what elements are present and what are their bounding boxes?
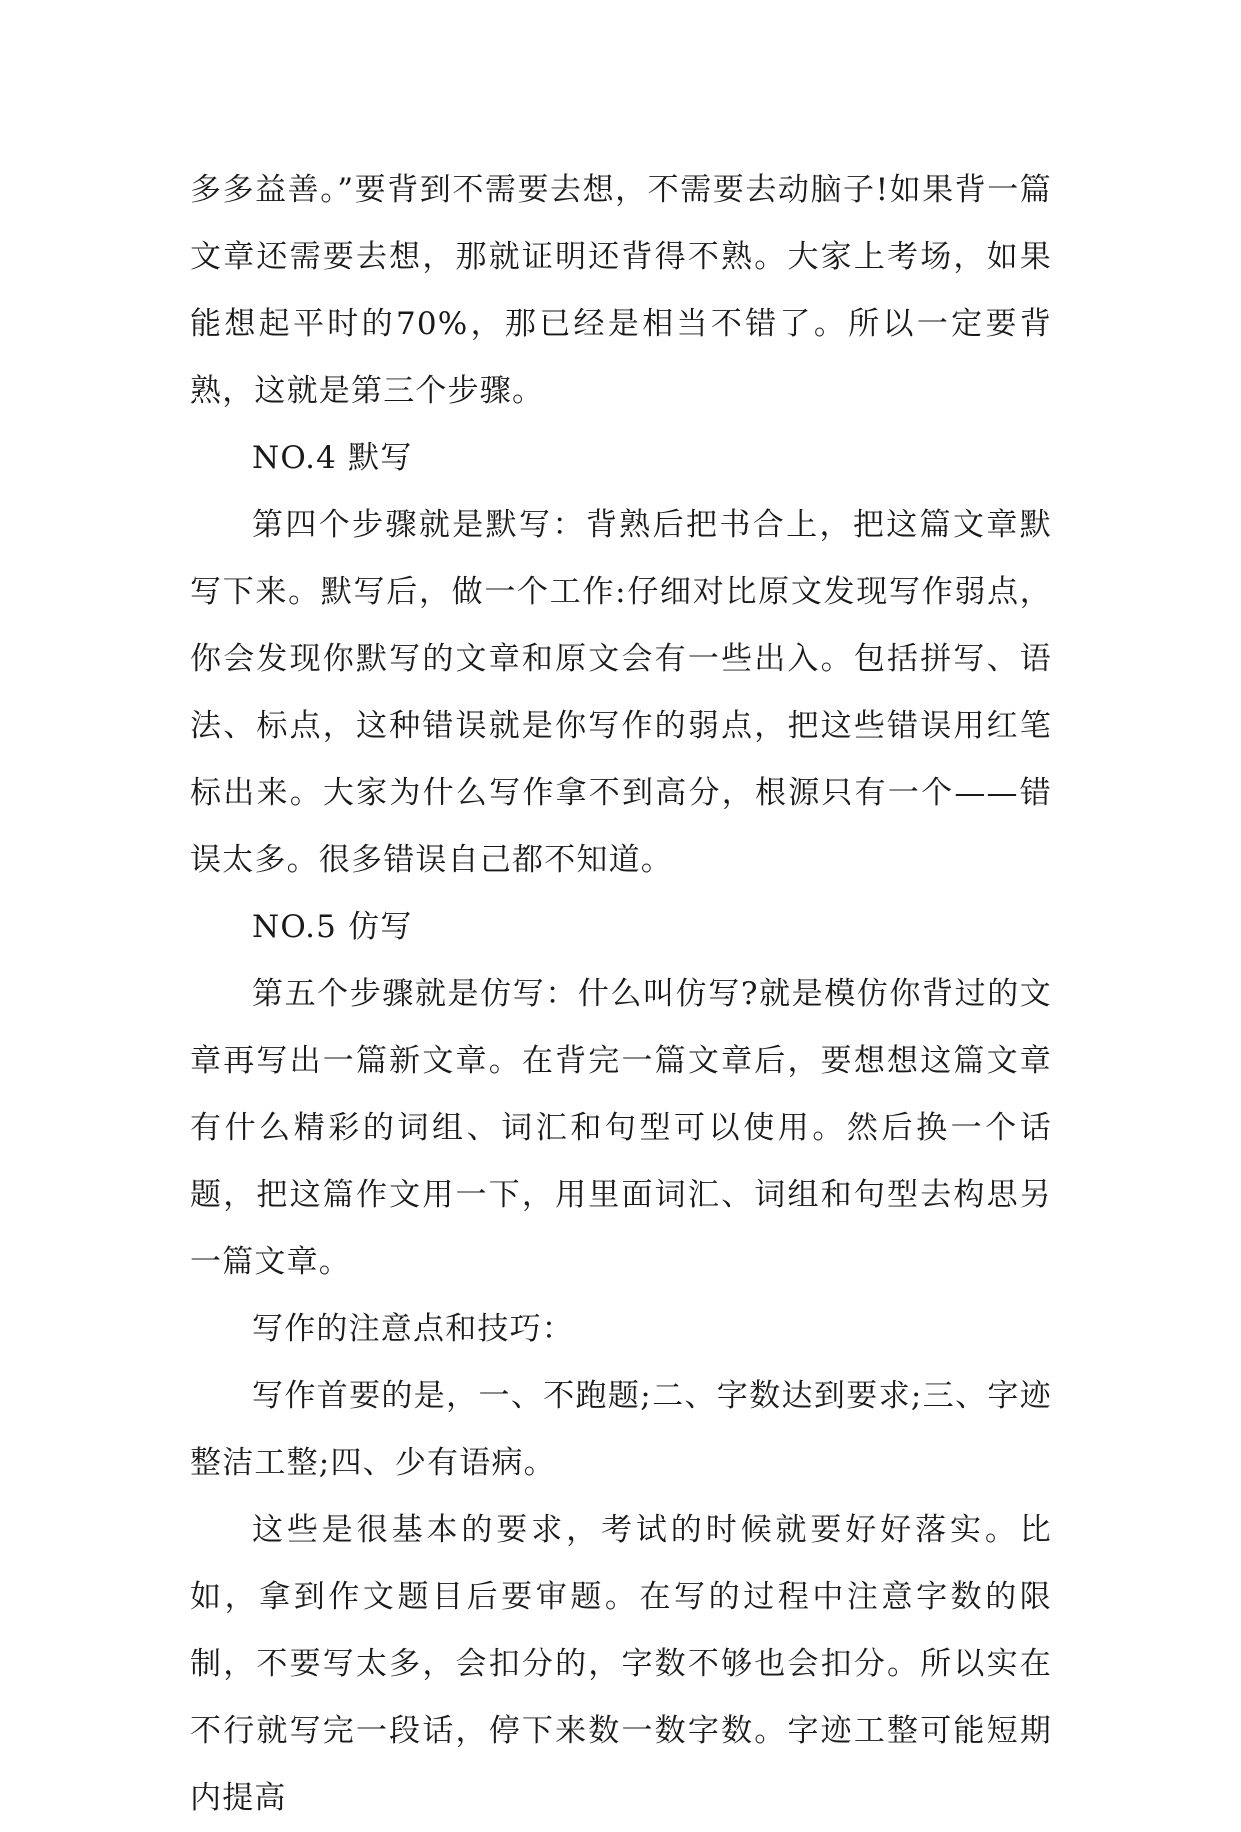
paragraph-continuation: 多多益善。”要背到不需要去想，不需要去动脑子!如果背一篇文章还需要去想，那就证明还背得不熟。大家上考场，如果能想起平时的70%，那已经是相当不错了。所以一定要背熟，这就是第三个步骤。	[190, 172, 1052, 409]
paragraph-dictation: 第四个步骤就是默写：背熟后把书合上，把这篇文章默写下来。默写后，做一个工作:仔细对比原文发现写作弱点，你会发现你默写的文章和原文会有一些出入。包括拼写、语法、标点，这种错误就是你写作的弱点，把这些错误用红笔标出来。大家为什么写作拿不到高分，根源只有一个——错误太多。很多错误自己都不知道。	[190, 507, 1052, 878]
section-heading-no4: NO.4 默写	[252, 440, 413, 476]
paragraph-imitation: 第五个步骤就是仿写：什么叫仿写?就是模仿你背过的文章再写出一篇新文章。在背完一篇文章后，要想想这篇文章有什么精彩的词组、词汇和句型可以使用。然后换一个话题，把这篇作文用一下，用里面词汇、词组和句型去构思另一篇文章。	[190, 976, 1052, 1280]
section-heading-no5: NO.5 仿写	[252, 909, 413, 945]
paragraph-basic-requirements: 这些是很基本的要求，考试的时候就要好好落实。比如，拿到作文题目后要审题。在写的过程中注意字数的限制，不要写太多，会扣分的，字数不够也会扣分。所以实在不行就写完一段话，停下来数一数字数。字迹工整可能短期内提高	[190, 1512, 1052, 1816]
paragraph-requirements: 写作首要的是，一、不跑题;二、字数达到要求;三、字迹整洁工整;四、少有语病。	[190, 1378, 1052, 1481]
document-body	[190, 157, 1052, 1832]
section-heading-tips: 写作的注意点和技巧：	[252, 1311, 574, 1347]
